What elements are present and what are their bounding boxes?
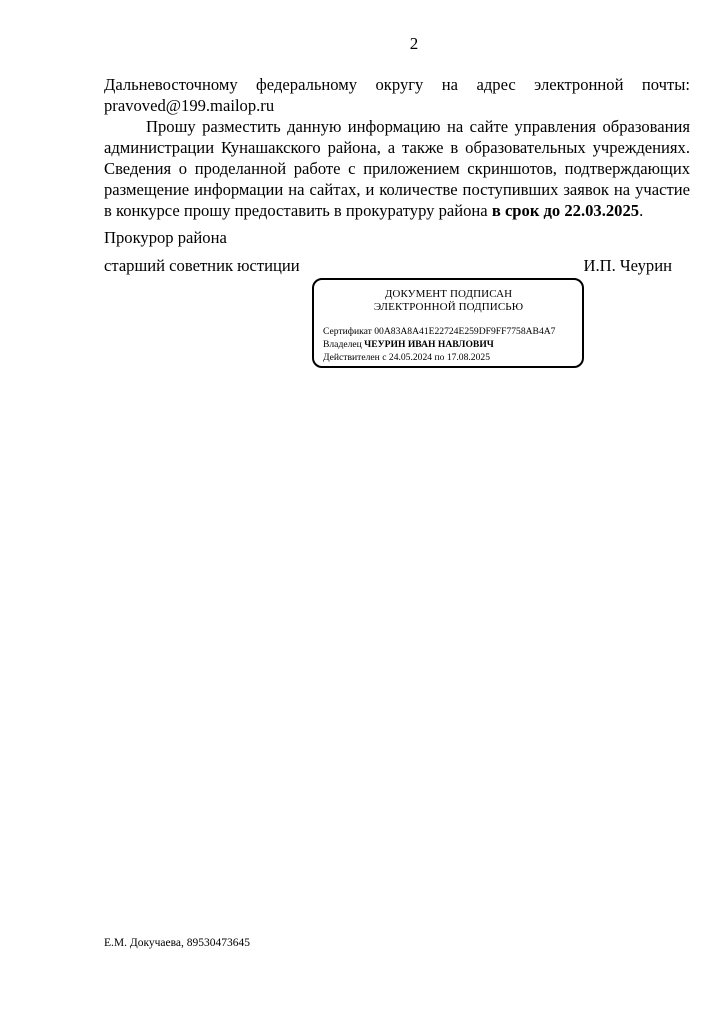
page-number: 2: [409, 34, 419, 53]
paragraph-request: [104, 116, 690, 221]
stamp-valid-from-label: с: [382, 352, 387, 363]
stamp-owner-label: Владелец: [323, 339, 362, 350]
signer-row: [104, 256, 672, 276]
stamp-certificate-label: Сертификат: [323, 326, 372, 337]
signer-name: И.П. Чеурин: [583, 256, 672, 275]
stamp-validity-line: [323, 351, 574, 364]
signer-title: Прокурор района: [104, 228, 227, 247]
electronic-signature-stamp: [312, 278, 584, 368]
stamp-owner-value: ЧЕУРИН ИВАН НАВЛОВИЧ: [364, 339, 494, 350]
stamp-owner-line: [323, 338, 574, 351]
signer-rank: старший советник юстиции: [104, 256, 300, 275]
stamp-valid-to: 17.08.2025: [446, 352, 490, 363]
request-text: Прошу разместить данную информацию на сайте управления образования администрации Кунашакского района, а также в образовательных учреждениях. Сведения о проделанной работе с приложением скриншотов, подтверждающих размещение информации на сайтах, и количестве поступивших заявок на участие в конкурсе прошу предоставить в прокуратуру района: [104, 117, 690, 220]
letter-body: [104, 74, 690, 221]
stamp-valid-from: 24.05.2024: [388, 352, 433, 363]
stamp-valid-to-label: по: [434, 352, 445, 363]
stamp-certificate-line: [323, 325, 574, 338]
paragraph-email-address: Дальневосточному федеральному округу на адрес электронной почты: pravoved@199.mailop.ru: [104, 75, 690, 115]
request-text-end: .: [639, 201, 644, 220]
stamp-header-line-2: ЭЛЕКТРОННОЙ ПОДПИСЬЮ: [373, 301, 524, 313]
stamp-header-line-1: ДОКУМЕНТ ПОДПИСАН: [384, 288, 513, 300]
stamp-certificate-value: 00A83A8A41E22724E259DF9FF7758AB4A7: [374, 326, 556, 337]
stamp-valid-label: Действителен: [323, 352, 380, 363]
deadline-text: в срок до 22.03.2025: [491, 201, 640, 220]
executor-contact: Е.М. Докучаева, 89530473645: [104, 937, 251, 949]
